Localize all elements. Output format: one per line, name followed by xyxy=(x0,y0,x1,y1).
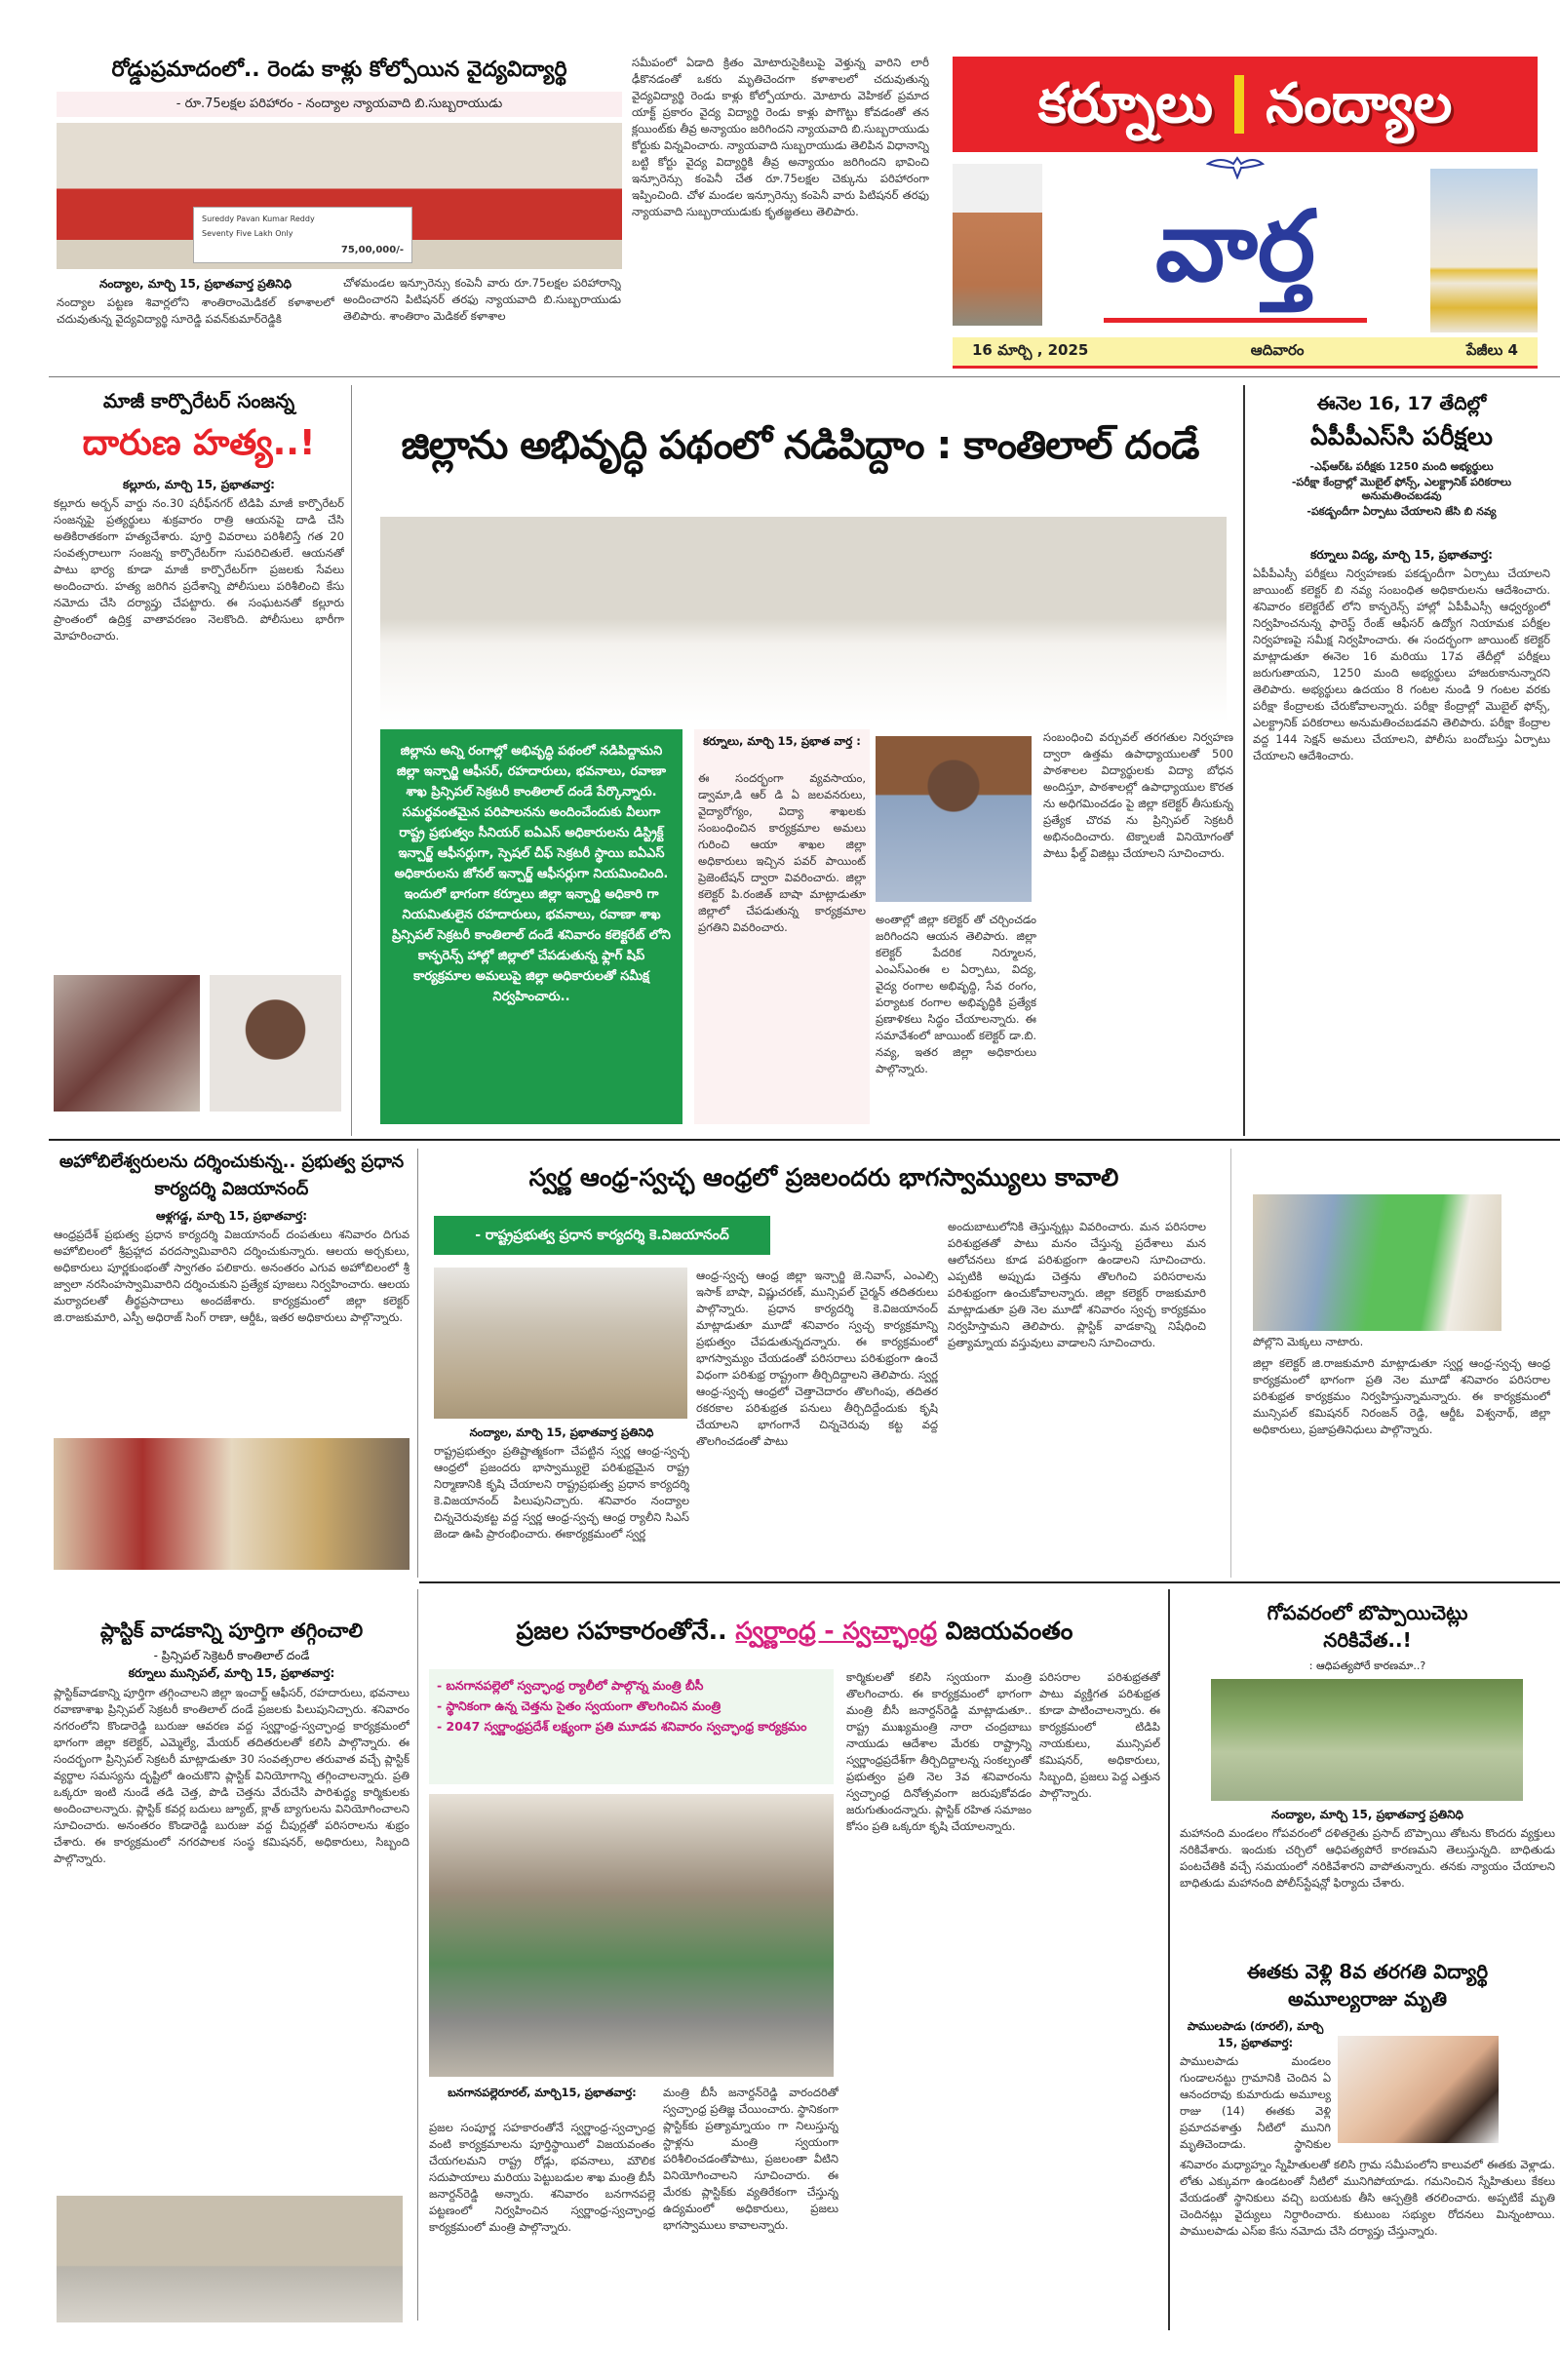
lead-headline[interactable]: జిల్లాను అభివృద్ధి పథంలో నడిపిద్దాం : కాంతిలాల్ దండే xyxy=(401,423,1199,468)
headline-part2: స్వర్ణాంధ్ర - స్వచ్ఛాంధ్ర xyxy=(735,1617,937,1645)
bullet: - బనగానపల్లెలో స్వచ్ఛాంధ్ర ర్యాలీలో పాల్గొన్న మంత్రి బీసీ xyxy=(437,1678,704,1693)
accident-col2: చోళమండల ఇన్సూరెన్సు కంపెనీ వారు రూ.75లక్షల పరిహారాన్ని అందించారని పిటిషనర్ తరఫు న్యాయవాది బి.సుబ్బరాయుడు తెలిపారు. శాంతిరాం మెడికల్ కళాశాల xyxy=(343,276,621,323)
ahobilam-body: ఆంధ్రప్రదేశ్ ప్రభుత్వ ప్రధాన కార్యదర్శి విజయానంద్ దంపతులు శనివారం దిగువ అహోబిలంలో శ్రీప్రహ్లాద వరదస్వామివారిని దర్శించుకున్నారు. ఆలయ అర్చకులు, అధికారులు పూర్ణకుంభంతో స్వాగతం పలికారు. అనంతరం ఎగువ అహోబిలంలో శ్రీ జ్వాలా నరసింహస్వామివారిని దర్శించుకుని ప్రత్యేక పూజలు నిర్వహించారు. ఆలయ మర్యాదలతో తీర్థప్రసాదాలు అందజేశారు. కార్యక్రమంలో జిల్లా కలెక్టర్ జి.రాజకుమారి, ఎస్పీ అధిరాజ్ సింగ్ రాణా, ఆర్డీఓ, ఇతర అధికారులు పాల్గొన్నారు. xyxy=(54,1228,410,1324)
divider xyxy=(417,1589,418,2321)
headline-part1: ప్రజల సహకారంతోనే.. xyxy=(516,1617,727,1645)
banaganapalle-headline[interactable] xyxy=(429,1609,1160,1654)
lead-col2: అంతాల్లో జిల్లా కలెక్టర్ తో చర్చించడం జరిగిందని ఆయన తెలిపారు. జిల్లా కలెక్టర్ పేదరిక నిర్మూలన, ఎంఎస్ఎంఈ ల ఏర్పాటు, విద్య, వైద్య రంగాల అభివృద్ధి, సేవ రంగం, పర్యాటక రంగాల అభివృద్ధికి ప్రత్యేక ప్రణాళికలు సిద్ధం చేయాలన్నారు. ఈ సమావేశంలో జాయింట్ కలెక్టర్ డా.బి. నవ్య, ఇతర జిల్లా అధికారులు పాల్గొన్నారు. xyxy=(876,913,1036,1075)
appsc-body: ఏపీపీఎస్సీ పరీక్షలు నిర్వహణకు పకడ్బందీగా ఏర్పాటు చేయాలని జాయింట్ కలెక్టర్ బి నవ్య సంబంధిత అధికారులను ఆదేశించారు. శనివారం కలెక్టరేట్ లోని కాన్ఫరెన్స్ హాల్లో ఏపీపీఎస్సీ ఆధ్వర్యంలో నిర్వహించనున్న ఫారెస్ట్ రేంజ్ ఆఫీసర్ ఉద్యోగ నియామక పరీక్షల నిర్వహణపై సమీక్ష నిర్వహించారు. ఈ సందర్భంగా జాయింట్ కలెక్టర్ మాట్లాడుతూ ఈనెల 16 మరియు 17వ తేదీల్లో పరీక్షలు జరుగుతాయని, 1250 మంది అభ్యర్థులు హాజరుకానున్నారని తెలిపారు. అభ్యర్థులు ఉదయం 8 గంటల నుండి 9 గంటల వరకు పరీక్షా కేంద్రాలకు చేరుకోవాలన్నారు. పరీక్షా కేంద్రాల్లో మొబైల్ ఫోన్స్, ఎలక్ట్రానిక్ పరికరాలు అనుమతించబడవని తెలిపారు. పరీక్షా కేంద్రాల వద్ద 144 సెక్షన్ అమలు చేయాలని, పోలీసు బందోబస్తు ఏర్పాటు చేయాలని ఆదేశించారు. xyxy=(1253,566,1550,762)
drowning-dateline: పాములపాడు (రూరల్), మార్చి 15, ప్రభాతవార్త: xyxy=(1187,2019,1324,2049)
ahobilam-headline[interactable]: అహోబిలేశ్వరులను దర్శించుకున్న.. ప్రభుత్వ ప్రధాన కార్యదర్శి విజయానంద్ xyxy=(58,1151,405,1199)
bullet: - 2047 స్వర్ణాంధ్రప్రదేశ్ లక్ష్యంగా ప్రతి మూడవ శనివారం స్వచ్ఛాంధ్ర కార్యక్రమం xyxy=(437,1719,807,1734)
lead-col1: ఈ సందర్భంగా వ్యవసాయం, డ్వామా,డి ఆర్ డి ఏ జలవనరులు, వైద్యారోగ్యం, విద్యా శాఖలకు సంబంధించిన కార్యక్రమాల అమలు గురించి ఆయా శాఖల జిల్లా అధికారులు ఇచ్చిన పవర్ పాయింట్ ప్రెజెంటేషన్ ద్వారా వివరించారు. జిల్లా కలెక్టర్ పి.రంజిత్ బాషా మాట్లాడుతూ జిల్లాలో చేపడుతున్న కార్యక్రమాల ప్రగతిని వివరించారు. xyxy=(698,771,866,934)
cheque-amount-words: Seventy Five Lakh Only xyxy=(202,229,293,238)
divider xyxy=(1168,1589,1170,2330)
banaganapalle-col4: పరిసరాల పరిశుభ్రతతో పాటు వ్యక్తిగత పరిశుభ్రత కూడా పాటించాలన్నారు. ఈ కార్యక్రమంలో టిడిపి నాయకులు, మున్సిపల్ కమిషనర్, అధికారులు, సిబ్బంది, ప్రజలు పెద్ద ఎత్తున పాల్గొన్నారు. xyxy=(1039,1670,1160,1800)
lead-dateline: కర్నూలు, మార్చి 15, ప్రభాత వార్త : xyxy=(703,734,861,748)
edition-kurnool: కర్నూలు xyxy=(1037,72,1214,136)
banaganapalle-bullets xyxy=(429,1669,834,1784)
edition-nandyal: నంద్యాల xyxy=(1266,72,1453,136)
murder-dateline: కల్లూరు, మార్చి 15, ప్రభాతవార్త: xyxy=(123,478,275,491)
accident-subheadline: - రూ.75లక్షల పరిహారం - నంద్యాల న్యాయవాది బి.సుబ్బరాయుడు xyxy=(57,92,622,117)
collector-speaking-photo xyxy=(876,736,1032,902)
plastic-headline[interactable]: ప్లాస్టిక్ వాడకాన్ని పూర్తిగా తగ్గించాలి xyxy=(99,1619,364,1642)
banaganapalle-col2: మంత్రి బీసీ జనార్దన్‌రెడ్డి వారందరితో స్వచ్ఛాంధ్ర ప్రతిజ్ఞ చేయించారు. స్థానికంగా ప్లాస్టిక్‌కు ప్రత్యామ్నాయం గా నిలుస్తున్న స్టాళ్లను మంత్రి స్వయంగా పరిశీలించడంతోపాటు, ప్రజలంతా వీటిని వినియోగించాలని సూచించారు. ఈ మేరకు ప్లాస్టిక్‌కు వ్యతిరేకంగా చేస్తున్న ఉద్యమంలో అధికారులు, ప్రజలు భాగస్వాములు కావాలన్నారు. xyxy=(663,2086,838,2232)
dove-icon xyxy=(1045,154,1425,179)
murder-body: కల్లూరు అర్బన్ వార్డు నం.30 షరీఫ్‌నగర్ టిడిపి మాజీ కార్పొరేటర్ సంజన్నపై ప్రత్యర్థులు శుక్రవారం రాత్రి ఆయనపై దాడి చేసి అతికిరాతకంగా హత్యచేశారు. పూర్తి వివరాలు పరిశీలిస్తే గత 20 సంవత్సరాలుగా సంజన్న కార్పొరేటర్‌గా సుపరిచితులే. ఆయనతో పాటు భార్య కూడా మాజీ కార్పొరేటర్‌గా ప్రజలకు సేవలు అందించారు. హత్య జరిగిన ప్రదేశాన్ని పోలీసులు పరిశీలించి కేసు నమోదు చేసి దర్యాప్తు చేపట్టారు. ఈ సంఘటనతో కల్లూరు ప్రాంతంలో ఉద్రిక్త వాతావరణం నెలకొంది. పోలీసులు భారీగా మోహరించారు. xyxy=(54,496,344,643)
murder-kicker: మాజీ కార్పొరేటర్ సంజన్న xyxy=(102,389,295,412)
edition-divider xyxy=(1234,75,1244,134)
banaganapalle-col3: కార్మికులతో కలిసి స్వయంగా మంత్రి తొలగించారు. ఈ కార్యక్రమంలో భాగంగా మంత్రి బీసీ జనార్దన్‌రెడ్డి మాట్లాడుతూ.. రాష్ట్ర ముఖ్యమంత్రి నారా చంద్రబాబు నాయుడు ఆదేశాల మేరకు రాష్ట్రాన్ని స్వర్ణాంధ్రప్రదేశ్‌గా తీర్చిదిద్దాలన్న సంకల్పంతో ప్రభుత్వం ప్రతి నెల 3వ శనివారంను స్వచ్ఛాంధ్ర దినోత్సవంగా జరుపుకోవడం జరుగుతుందన్నారు. ప్లాస్టిక్ రహిత సమాజం కోసం ప్రతి ఒక్కరూ కృషి చేయాలన్నారు. xyxy=(846,1670,1032,1833)
appsc-dateline: కర్నూలు విద్య, మార్చి 15, ప్రభాతవార్త: xyxy=(1310,548,1493,562)
swarna-col3: అందుబాటులోనికి తెస్తున్నట్లు వివరించారు. మన పరిసరాల పరిశుభ్రతతో పాటు మనం చేస్తున్న ప్రదేశాలు మన ఆలోచనలు కూడ పరిశుభ్రంగా ఉండాలని సూచించారు. ఎప్పటికి అప్పుడు చెత్తను తొలగించి పరిసరాలను పరిశుభ్రంగా ఉంచుకోవాలన్నారు. జిల్లా కలెక్టర్ రాజకుమారి మాట్లాడుతూ ప్రతి నెల మూడో శనివారం స్వచ్ఛ కార్యక్రమం నిర్వహిస్తామని తెలిపారు. ప్లాస్టిక్ వాడకాన్ని నిషేధించి ప్రత్యామ్నాయ వస్తువులు వాడాలని సూచించారు. xyxy=(948,1220,1206,1349)
cleanup-rally-photo xyxy=(429,1794,834,2077)
lead-summary-box xyxy=(380,729,682,1124)
papaya-body: మహానంది మండలం గోపవరంలో దళితరైతు ప్రసాద్ బొప్పాయి తోటను కొందరు వ్యక్తులు నరికివేశారు. ఇందుకు చర్చిలో ఆధిపత్యపోరే కారణమని తెలుస్తున్నది. బాధితుడు పంటచేతికి వచ్చే సమయంలో నరికివేశారని వాపోతున్నారు. తనకు న్యాయం చేయాలని బాధితుడు మహానంది పోలీస్‌స్టేషన్లో ఫిర్యాదు చేశారు. xyxy=(1180,1826,1555,1890)
headline-part3: విజయవంతం xyxy=(945,1617,1073,1645)
plastic-dateline: కర్నూలు మున్సిపల్, మార్చి 15, ప్రభాతవార్త: xyxy=(128,1666,335,1680)
papaya-subheadline: : ఆధిపత్యపోరే కారణమా..? xyxy=(1308,1659,1426,1672)
accident-col3: సమీపంలో ఏడాది క్రితం మోటారుసైకిలుపై వెళ్తున్న వారిని లారీ ఢీకొనడంతో ఒకరు మృతిచెందగా కళాశాలలో చదువుతున్న వైద్యవిద్యార్థి రెండు కాళ్లు కోల్పోయారు. మోటారు వెహికల్ ప్రమాద యాక్ట్ ప్రకారం వైద్య విద్యార్థి రెండు కాళ్లు పొగొట్టు కోవడంతో తన క్లయింట్‌కు తీవ్ర అన్యాయం జరిగిందని న్యాయవాది బి.సుబ్బరాయుడు కోర్టుకు విన్నవించారు. న్యాయవాది సుబ్బరాయుడు తెలిపిన విధానాన్ని బట్టి కోర్టు వైద్య విద్యార్థికి తీవ్ర అన్యాయం జరిగిందని భావించి ఇన్సూరెన్సు కంపెనీ చేత రూ.75లక్షల చెక్కును పరిహారంగా ఇప్పించింది. చోళ మండల ఇన్సూరెన్సు కంపెనీ వారు పిటిషనర్ తరఫు న్యాయవాది సుబ్బరాయుడుకు కృతజ్ఞతలు తెలిపారు. xyxy=(632,56,929,218)
murder-headline[interactable]: దారుణ హత్య..! xyxy=(82,423,316,463)
edition-banner xyxy=(953,57,1538,152)
divider xyxy=(49,1139,1560,1141)
newspaper-logo: వార్త xyxy=(1045,154,1425,332)
felicitation-photo xyxy=(54,1438,410,1570)
review-meeting-photo xyxy=(380,517,1227,722)
date-band xyxy=(953,337,1538,369)
plastic-body: ప్లాస్టిక్‌వాడకాన్ని పూర్తిగా తగ్గించాలని జిల్లా ఇంచార్జ్ ఆఫీసర్, రహదారులు, భవనాలు రవాణాశాఖ ప్రిన్సిపల్ సెక్రటరీ కాంతిలాల్ దండే ప్రజలకు పిలుపునిచ్చారు. శనివారం నగరంలోని కొండారెడ్డి బురుజు ఆవరణ వద్ద స్వర్ణాంధ్ర-స్వచ్ఛాంధ్ర కార్యక్రమంలో భాగంగా జిల్లా కలెక్టర్, ఎమ్మెల్యే, మేయర్ తదితరులతో కలిసి పాల్గొన్నారు. ఈ సందర్భంగా ప్రిన్సిపల్ సెక్రటరీ మాట్లాడుతూ 30 సంవత్సరాల తరువాత వచ్చే ప్లాస్టిక్ వ్యర్థాల సమస్యను దృష్టిలో ఉంచుకొని ప్లాస్టిక్ వినియోగాన్ని తగ్గించాలన్నారు. ప్రతి ఒక్కరూ ఇంటి నుండే తడి చెత్త, పొడి చెత్తను వేరుచేసి పారిశుద్ధ్య కార్మికులకు అందించాలన్నారు. ప్లాస్టిక్ కవర్ల బదులు జ్యూట్, క్లాత్ బ్యాగులను వినియోగించాలని సూచించారు. అనంతరం కొండారెడ్డి బురుజు వద్ద చీపుర్లతో పరిసరాలను శుభ్రం చేశారు. ఈ కార్యక్రమంలో నగరపాలక సంస్థ కమిషనర్, అధికారులు, సిబ్బంది పాల్గొన్నారు. xyxy=(54,1686,410,1865)
bullet: -ఎఫ్ఆర్ఓ పరీక్షకు 1250 మంది అభ్యర్థులు xyxy=(1309,460,1494,473)
sweeping-photo xyxy=(57,2196,403,2322)
cheque-payee: Sureddy Pavan Kumar Reddy xyxy=(202,215,315,223)
divider xyxy=(49,376,1560,377)
crime-scene-photo xyxy=(54,975,200,1112)
papaya-headline[interactable]: గోపవరంలో బొప్పాయిచెట్లు నరికివేత..! xyxy=(1267,1601,1468,1652)
appsc-kicker: ఈనెల 16, 17 తేదిల్లో xyxy=(1316,393,1487,414)
drowning-col2: శనివారం మధ్యాహ్నం స్నేహితులతో కలిసి గ్రామ సమీపంలోని కాలువలో ఈతకు వెళ్లాడు. లోతు ఎక్కువగా ఉండటంతో నీటిలో మునిగిపోయాడు. గమనించిన స్నేహితులు కేకలు వేయడంతో స్థానికులు వచ్చి బయటకు తీసి ఆస్పత్రికి తరలించారు. అప్పటికే మృతి చెందినట్లు వైద్యులు నిర్ధారించారు. కుటుంబ సభ్యుల రోదనలు మిన్నంటాయి. పాములపాడు ఎస్ఐ కేసు నమోదు చేసి దర్యాప్తు చేస్తున్నారు. xyxy=(1180,2158,1555,2238)
banaganapalle-col1: ప్రజల సంపూర్ణ సహకారంతోనే స్వర్ణాంధ్ర-స్వచ్ఛాంధ్ర వంటి కార్యక్రమాలను పూర్తిస్థాయిలో విజయవంతం చేయగలమని రాష్ట్ర రోడ్లు, భవనాలు, మౌలిక సదుపాయాలు మరియు పెట్టుబడుల శాఖ మంత్రి బీసీ జనార్దన్‌రెడ్డి అన్నారు. శనివారం బనగానపల్లె పట్టణంలో నిర్వహించిన స్వర్ణాంధ్ర-స్వచ్ఛాంధ్ర కార్యక్రమంలో మంత్రి పాల్గొన్నారు. xyxy=(429,2121,655,2234)
papaya-field-photo xyxy=(1211,1679,1523,1801)
summary-text: జిల్లాను అన్ని రంగాల్లో అభివృద్ధి పథంలో నడిపిద్దామని జిల్లా ఇన్చార్జి ఆఫీసర్, రహదారులు, భవనాలు, రవాణా శాఖ ప్రిన్సిపల్ సెక్రటరీ కాంతిలాల్ దండే పేర్కొన్నారు. సమర్థవంతమైన పరిపాలనను అందించేందుకు వీలుగా రాష్ట్ర ప్రభుత్వం సీనియర్ ఐఏఎస్ అధికారులను డిస్ట్రిక్ట్ ఇన్చార్జ్ ఆఫీసర్లుగా, స్పెషల్ చీఫ్ సెక్రటరీ స్థాయి ఐఏఎస్ అధికారులను జోనల్ ఇన్చార్జ్ ఆఫీసర్లుగా నియమించింది. ఇందులో భాగంగా కర్నూలు జిల్లా ఇన్చార్జి అధికారి గా నియమితులైన రహదారులు, భవనాలు, రవాణా శాఖ ప్రిన్సిపల్ సెక్రటరీ కాంతిలాల్ దండే శనివారం కలెక్టరేట్ లోని కాన్ఫరెన్స్ హాల్లో జిల్లాలో చేపడుతున్న ఫ్లాగ్ షిప్ కార్యక్రమాల అమలుపై జిల్లా అధికారులతో సమీక్ష నిర్వహించారు.. xyxy=(392,744,671,1004)
issue-date: 16 మార్చి , 2025 xyxy=(972,340,1089,359)
lead-col3: సంబంధించి వర్చువల్ తరగతుల నిర్వహణ ద్వారా ఉత్తమ ఉపాధ్యాయులతో 500 పాఠశాలల విద్యార్థులకు విద్యా బోధన అందిస్తూ, పాఠశాలల్లో ఉపాధ్యాయుల కొరత ను అధిగమించడం పై జిల్లా కలెక్టర్ తీసుకున్న ప్రత్యేక చొరవ ను ప్రిన్సిపల్ సెక్రటరీ అభినందించారు. టెక్నాలజీ వినియోగంతో పాటు ఫీల్డ్ విజిట్లు చేయాలని సూచించారు. xyxy=(1043,730,1233,860)
bullet: -పకడ్బందీగా ఏర్పాటు చేయాలని జేసి బి నవ్య xyxy=(1306,505,1497,518)
flag-off-photo xyxy=(1253,1194,1502,1331)
divider xyxy=(419,1581,1560,1583)
cheque xyxy=(193,207,412,263)
swarna-col1: రాష్ట్రప్రభుత్వం ప్రతిష్టాత్మకంగా చేపట్టిన స్వర్ణ ఆంధ్ర-స్వచ్ఛ ఆంధ్రలో ప్రజందరు భాస్వామ్యులై పరిశుభ్రమైన రాష్ట్ర నిర్మాణానికి కృషి చేయాలని రాష్ట్రప్రభుత్వ ప్రధాన కార్యదర్శి కె.విజయానంద్ పిలుపునిచ్చారు. శనివారం నంద్యాల చిన్నచెరువుకట్ట వద్ద స్వర్ణ ఆంధ్ర-స్వచ్ఛ ఆంధ్ర ర్యాలీని సిఎస్ జెండా ఊపి ప్రారంభించారు. ఈకార్యక్రమంలో స్వర్ణ xyxy=(434,1444,689,1541)
drowning-headline[interactable]: ఈతకు వెళ్లి 8వ తరగతి విద్యార్థి అమూల్యరాజు మృతి xyxy=(1246,1960,1489,2010)
swarna-subheadline: - రాష్ట్రప్రభుత్వ ప్రధాన కార్యదర్శి కె.విజయానంద్ xyxy=(434,1216,770,1255)
accident-col1: నంద్యాల పట్టణ శివార్లలోని శాంతిరాంమెడికల్ కళాశాలలో చదువుతున్న వైద్యవిద్యార్థి సూరెడ్డి పవన్‌కుమార్‌రెడ్డికి xyxy=(57,295,334,326)
ahobilam-dateline: ఆళ్లగడ్డ, మార్చి 15, ప్రభాతవార్త: xyxy=(155,1209,308,1223)
accident-headline[interactable]: రోడ్డుప్రమాదంలో.. రెండు కాళ్లు కోల్పోయిన వైద్యవిద్యార్థి xyxy=(111,58,567,82)
swarna-col4: జిల్లా కలెక్టర్ జి.రాజకుమారి మాట్లాడుతూ స్వర్ణ ఆంధ్ర-స్వచ్ఛ ఆంధ్ర కార్యక్రమంలో భాగంగా ప్రతి నెల మూడో శనివారం పరిసరాల పరిశుభ్రత కార్యక్రమం నిర్వహిస్తున్నామన్నారు. ఈ కార్యక్రమంలో మున్సిపల్ కమిషనర్ నిరంజన్ రెడ్డి, ఆర్డీఓ విశ్వనాథ్, జిల్లా అధికారులు, ప్రజాప్రతినిధులు పాల్గొన్నారు. xyxy=(1253,1356,1550,1436)
flag-caption: పోల్లొని వెుక్కలు నాటారు. xyxy=(1253,1335,1364,1348)
page-count: పేజీలు 4 xyxy=(1465,340,1518,359)
dove-shape xyxy=(1206,154,1265,179)
divider xyxy=(1230,1149,1231,1578)
papaya-dateline: నంద్యాల, మార్చి 15, ప్రభాతవార్త ప్రతినిధి xyxy=(1270,1808,1464,1821)
plastic-subheadline: - ప్రిన్సిపల్ సెక్రెటరీ కాంతిలాల్ దండే xyxy=(153,1649,310,1662)
cheque-handover-photo xyxy=(57,123,622,269)
bullet: - స్థానికంగా ఉన్న చెత్తను సైతం స్వయంగా తొలగించిన మంత్రి xyxy=(437,1698,722,1713)
masthead xyxy=(953,57,1538,369)
swarna-headline[interactable]: స్వర్ణ ఆంధ్ర-స్వచ్ఛ ఆంధ్రలో ప్రజలందరు భాగస్వామ్యులు కావాలి xyxy=(528,1163,1119,1191)
swarna-dateline: నంద్యాల, మార్చి 15, ప్రభాతవార్త ప్రతినిధి xyxy=(469,1425,654,1439)
appsc-headline[interactable]: ఏపీపీఎస్‌సి పరీక్షలు xyxy=(1310,422,1493,450)
nandi-photo xyxy=(1430,169,1538,332)
divider xyxy=(1243,385,1245,1136)
accident-dateline: నంద్యాల, మార్చి 15, ప్రభాతవార్త ప్రతినిధి xyxy=(98,277,292,291)
pledge-photo xyxy=(434,1268,687,1419)
victim-photo xyxy=(1338,2036,1499,2143)
logo-underline xyxy=(1104,318,1367,323)
divider xyxy=(417,1149,418,1578)
victim-portrait xyxy=(210,975,341,1112)
divider xyxy=(351,385,352,1136)
issue-day: ఆదివారం xyxy=(1250,340,1305,359)
appsc-bullets xyxy=(1253,460,1550,542)
fort-photo xyxy=(953,164,1042,326)
bullet: -పరీక్షా కేంద్రాల్లో మొబైల్ ఫోన్స్, ఎలక్ట్రానిక్ పరికరాలు అనుమతించబడవు xyxy=(1291,476,1512,502)
cheque-amount: 75,00,000/- xyxy=(340,245,404,255)
drowning-col1: పాములపాడు మండలం గుండాలనట్టు గ్రామానికి చెందిన ఏ ఆనందరావు కుమారుడు అమూల్య రాజు (14) ఈతకు వెళ్లి ప్రమాదవశాత్తు నీటిలో మునిగి మృతిచెందాడు. స్థానికుల xyxy=(1180,2054,1331,2151)
swarna-col2: ఆంధ్ర-స్వచ్ఛ ఆంధ్ర జిల్లా ఇన్చార్జి జె.నివాస్, ఎంఎల్సి ఇసాక్ బాషా, విష్ణుచరణ్, మున్సిపల్ చైర్మన్ తదితరులు పాల్గొన్నారు. ప్రధాన కార్యదర్శి కె.విజయానంద్ మాట్లాడుతూ మూడో శనివారం స్వచ్ఛ కార్యక్రమాన్ని ప్రభుత్వం చేపడుతున్నదన్నారు. ఈ కార్యక్రమంలో భాగస్వామ్యం చేయడంతో పరిసరాలు పరిశుభ్రంగా ఉంచే విధంగా పరిశుభ్ర రాష్ట్రంగా తీర్చిదిద్దాలని తెలిపారు. స్వర్ణ ఆంధ్ర-స్వచ్ఛ ఆంధ్రలో చెత్తాచెదారం తొలగింపు, తదితర రకరకాల పరిశుభ్రత పనులు తీర్చిదిద్దేందుకు కృషి చేయాలని భాగంగానే చిన్నచెరువు కట్ట వద్ద తొలగించడంతో పాటు xyxy=(696,1268,938,1448)
banaganapalle-dateline: బనగానపల్లెరూరల్, మార్చి15, ప్రభాతవార్త: xyxy=(448,2086,637,2099)
